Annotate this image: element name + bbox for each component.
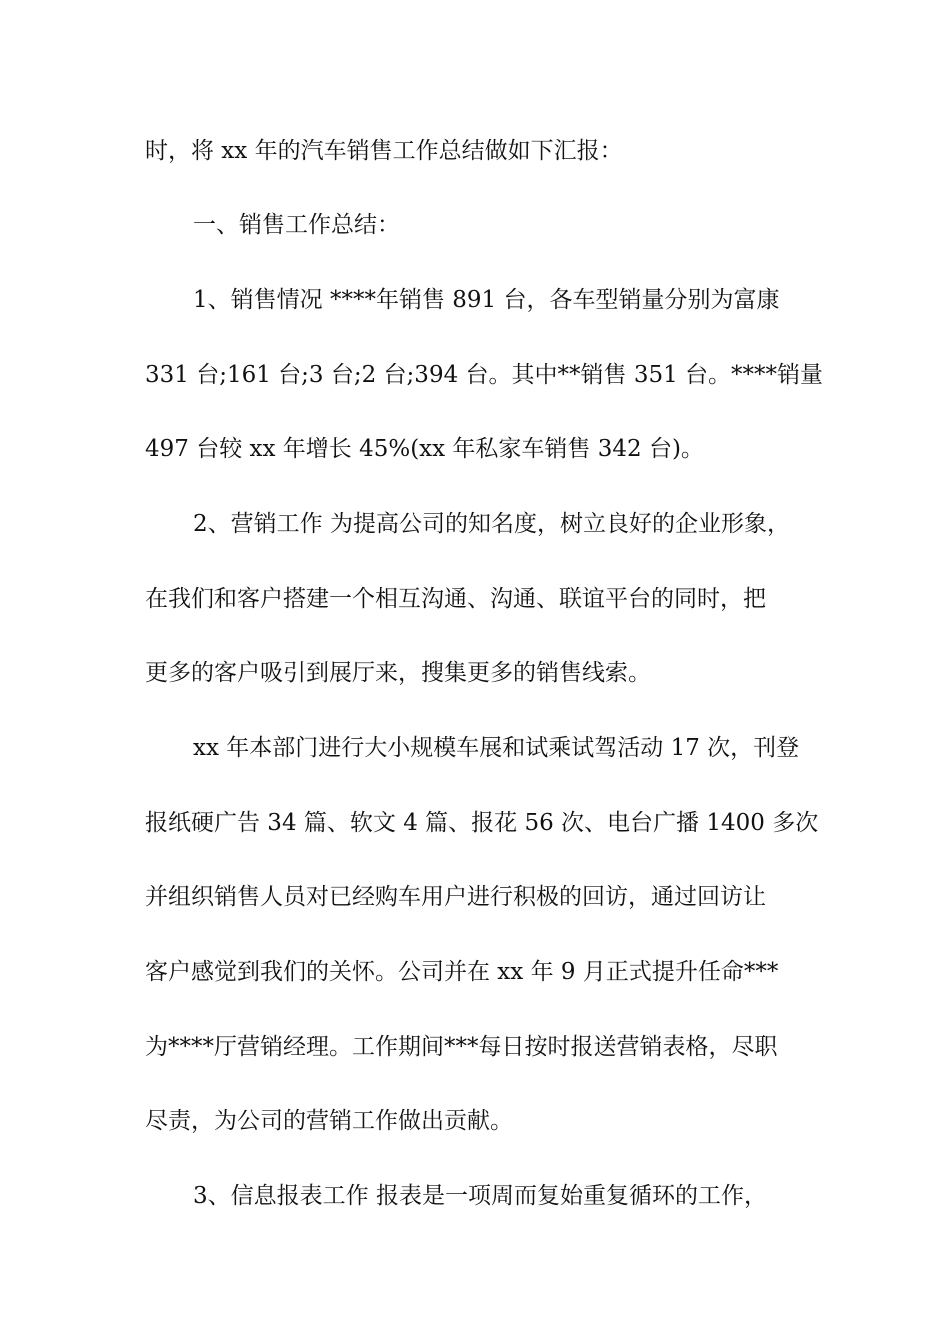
section-heading: 一、销售工作总结： <box>193 212 400 238</box>
text-line: 并组织销售人员对已经购车用户进行积极的回访，通过回访让 <box>145 884 766 910</box>
text-line: 2、营销工作 为提高公司的知名度，树立良好的企业形象， <box>193 511 790 537</box>
text-line: 1、销售情况 ****年销售 891 台，各车型销量分别为富康 <box>193 287 780 313</box>
text-line: 在我们和客户搭建一个相互沟通、沟通、联谊平台的同时，把 <box>145 586 766 612</box>
text-line: 更多的客户吸引到展厅来，搜集更多的销售线索。 <box>145 660 651 686</box>
text-line: xx 年本部门进行大小规模车展和试乘试驾活动 17 次，刊登 <box>193 735 800 761</box>
text-line: 331 台;161 台;3 台;2 台;394 台。其中**销售 351 台。****销量 <box>145 362 824 388</box>
text-line: 时，将 xx 年的汽车销售工作总结做如下汇报： <box>145 138 623 164</box>
text-line: 为****厅营销经理。工作期间***每日按时报送营销表格，尽职 <box>145 1034 778 1060</box>
text-line: 客户感觉到我们的关怀。公司并在 xx 年 9 月正式提升任命*** <box>145 959 779 985</box>
text-line: 尽责，为公司的营销工作做出贡献。 <box>145 1108 513 1134</box>
text-line: 497 台较 xx 年增长 45%(xx 年私家车销售 342 台)。 <box>145 436 704 462</box>
text-line: 3、信息报表工作 报表是一项周而复始重复循环的工作， <box>193 1183 767 1209</box>
text-line: 报纸硬广告 34 篇、软文 4 篇、报花 56 次、电台广播 1400 多次 <box>145 810 819 836</box>
